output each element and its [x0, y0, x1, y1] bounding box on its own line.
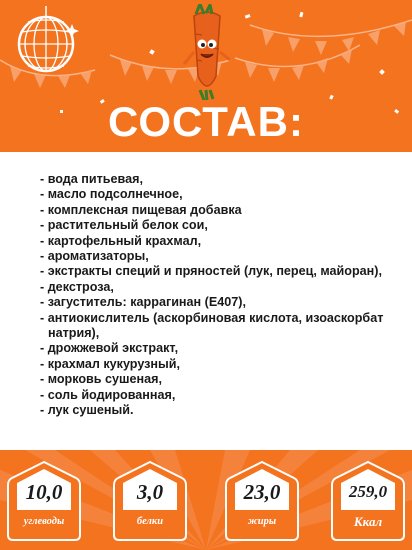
carbs-value: 10,0 — [25, 480, 63, 504]
page-title: СОСТАВ: — [108, 98, 304, 145]
list-item: - загуститель: каррагинан (Е407), — [40, 295, 246, 310]
disco-ball-icon — [14, 6, 84, 78]
fat-label: жиры — [247, 516, 277, 527]
nutrition-badge-carbs — [6, 458, 82, 542]
list-item: - соль йодированная, — [40, 387, 176, 402]
list-item-continuation — [40, 326, 400, 341]
protein-value: 3,0 — [136, 480, 164, 504]
carbs-label: углеводы — [23, 516, 65, 527]
nutrition-badge-kcal — [330, 458, 406, 542]
header-banner — [0, 0, 412, 152]
ingredient-list — [40, 172, 400, 419]
list-item: - ароматизаторы, — [40, 249, 149, 264]
nutrition-badge-fat — [224, 458, 300, 542]
list-item: - декстроза, — [40, 279, 114, 294]
list-item: - масло подсолнечное, — [40, 187, 183, 202]
list-item: - лук сушеный. — [40, 403, 134, 418]
list-item-continuation-text: натрия), — [48, 326, 100, 341]
fat-value: 23,0 — [243, 480, 281, 504]
kcal-label: Ккал — [353, 514, 383, 529]
carrot-mascot-icon — [180, 4, 234, 100]
list-item: - комплексная пищевая добавка — [40, 202, 242, 217]
protein-label: белки — [136, 516, 164, 527]
nutrition-badge-protein — [112, 458, 188, 542]
kcal-value: 259,0 — [348, 482, 388, 501]
list-item: - крахмал кукурузный, — [40, 356, 181, 371]
list-item: - морковь сушеная, — [40, 372, 163, 387]
list-item: - экстракты специй и пряностей (лук, перец, майоран), — [40, 264, 382, 279]
list-item: - дрожжевой экстракт, — [40, 341, 179, 356]
list-item: - вода питьевая, — [40, 172, 143, 186]
list-item: - антиокислитель (аскорбиновая кислота, изоаскорбат — [40, 310, 384, 325]
list-item: - растительный белок сои, — [40, 218, 208, 233]
list-item: - картофельный крахмал, — [40, 233, 202, 248]
